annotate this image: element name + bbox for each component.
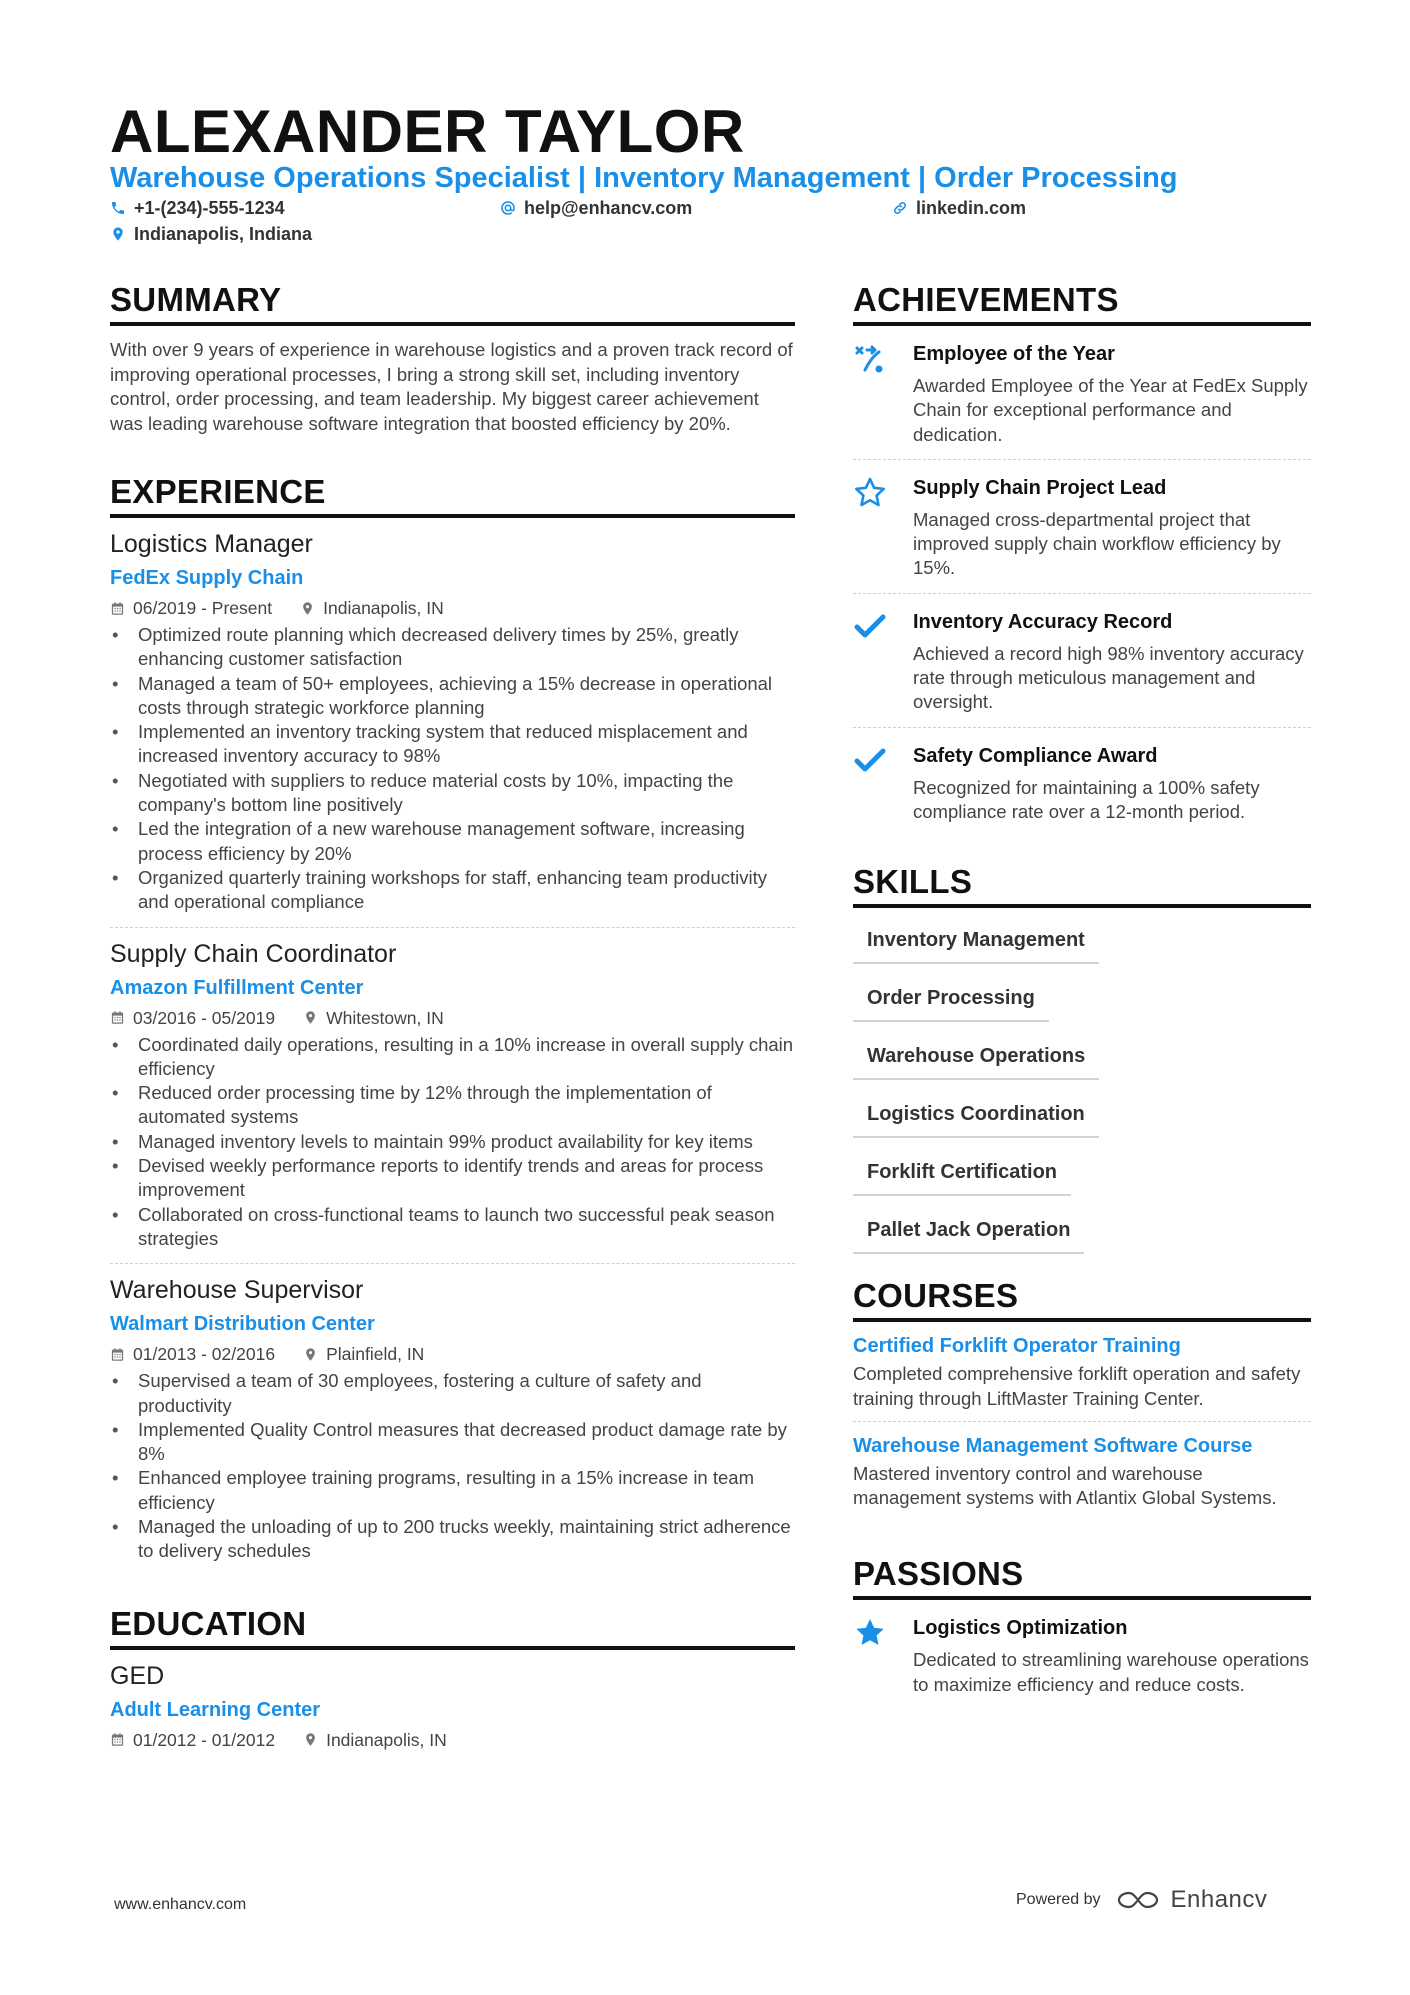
passion-item <box>853 1600 1311 1709</box>
passion-desc: Dedicated to streamlining warehouse operations to maximize efficiency and reduce costs. <box>913 1649 1309 1695</box>
job-dates: 06/2019 - Present <box>133 598 273 618</box>
job-entry <box>110 1264 795 1575</box>
calendar-icon <box>110 1010 125 1025</box>
achievement-title: Employee of the Year <box>913 343 1115 365</box>
enhancv-logo-icon <box>1115 1888 1161 1912</box>
job-location: Indianapolis, IN <box>323 598 444 618</box>
skills-section <box>853 862 1311 1254</box>
achievement-desc: Managed cross-departmental project that improved supply chain workflow efficiency by 15%. <box>913 508 1281 579</box>
at-icon <box>500 200 516 216</box>
course-title: Warehouse Management Software Course <box>853 1434 1253 1457</box>
summary-section <box>110 280 795 436</box>
candidate-name: ALEXANDER TAYLOR <box>110 98 745 165</box>
location-text: Indianapolis, Indiana <box>134 224 313 244</box>
website-text: linkedin.com <box>916 198 1027 218</box>
bullet-item: • Supervised a team of 30 employees, fostering a culture of safety and productivity <box>110 1369 795 1418</box>
job-bullets <box>110 1033 795 1252</box>
achievements-section <box>853 280 1311 836</box>
job-meta <box>110 1342 795 1366</box>
company-name: Amazon Fulfillment Center <box>110 976 364 999</box>
achievement-desc: Awarded Employee of the Year at FedEx Supply Chain for exceptional performance and dedication. <box>913 375 1308 445</box>
courses-section <box>853 1276 1311 1520</box>
skill-tag: Warehouse Operations <box>853 1038 1099 1080</box>
footer-website[interactable]: www.enhancv.com <box>114 1896 247 1913</box>
course-desc: Completed comprehensive forklift operation and safety training through LiftMaster Training Center. <box>853 1363 1301 1409</box>
star-filled-icon <box>853 1616 887 1650</box>
courses-heading: COURSES <box>853 1276 1311 1322</box>
bullet-item: • Reduced order processing time by 12% through the implementation of automated systems <box>110 1081 795 1130</box>
email-text: help@enhancv.com <box>524 198 693 218</box>
achievement-desc: Achieved a record high 98% inventory accuracy rate through meticulous management and oversight. <box>913 642 1304 713</box>
education-entry <box>110 1650 795 1764</box>
location-pin-icon <box>303 1732 318 1747</box>
star-outline-icon <box>853 476 887 510</box>
course-title: Certified Forklift Operator Training <box>853 1335 1181 1358</box>
phone-text: +1-(234)-555-1234 <box>134 198 285 218</box>
experience-section <box>110 472 795 1576</box>
route-icon <box>853 342 887 376</box>
job-title: Warehouse Supervisor <box>110 1276 364 1305</box>
bullet-item: • Implemented an inventory tracking system that reduced misplacement and increased inventory accuracy to 98% <box>110 720 795 769</box>
bullet-item: • Coordinated daily operations, resulting in a 10% increase in overall supply chain efficiency <box>110 1033 795 1082</box>
achievement-title: Inventory Accuracy Record <box>913 610 1173 633</box>
achievement-item <box>853 728 1311 837</box>
candidate-title: Warehouse Operations Specialist | Inventory Management | Order Processing <box>110 162 1178 194</box>
left-column <box>110 280 795 1764</box>
skill-tag: Inventory Management <box>853 922 1099 964</box>
contact-email[interactable] <box>500 196 692 220</box>
bullet-item: • Implemented Quality Control measures that decreased product damage rate by 8% <box>110 1418 795 1467</box>
job-dates: 03/2016 - 05/2019 <box>133 1007 276 1028</box>
contact-location <box>110 222 312 246</box>
checkmark-icon <box>853 744 887 778</box>
phone-icon <box>110 200 126 216</box>
skill-tag: Pallet Jack Operation <box>853 1212 1084 1254</box>
bullet-item: • Devised weekly performance reports to identify trends and areas for process improvement <box>110 1154 795 1203</box>
location-pin-icon <box>303 1010 318 1025</box>
education-heading: EDUCATION <box>110 1604 795 1650</box>
bullet-item: • Enhanced employee training programs, resulting in a 15% increase in team efficiency <box>110 1466 795 1515</box>
skill-tag: Logistics Coordination <box>853 1096 1099 1138</box>
brand-name: Enhancv <box>1170 1886 1268 1913</box>
bullet-item: • Managed the unloading of up to 200 trucks weekly, maintaining strict adherence to delivery schedules <box>110 1515 795 1564</box>
job-title: Supply Chain Coordinator <box>110 939 397 968</box>
achievement-desc: Recognized for maintaining a 100% safety compliance rate over a 12-month period. <box>913 776 1260 822</box>
school-name: Adult Learning Center <box>110 1698 321 1721</box>
experience-heading: EXPERIENCE <box>110 472 795 518</box>
brand-logo[interactable] <box>1115 1886 1268 1914</box>
bullet-item: • Collaborated on cross-functional teams to launch two successful peak season strategies <box>110 1203 795 1252</box>
degree-title: GED <box>110 1661 165 1690</box>
job-meta <box>110 596 795 620</box>
location-pin-icon <box>300 601 315 616</box>
bullet-item: • Led the integration of a new warehouse management software, increasing process efficiency by 20% <box>110 817 795 866</box>
bullet-item: • Managed a team of 50+ employees, achieving a 15% decrease in operational costs through strategic workforce planning <box>110 672 795 721</box>
achievement-title: Supply Chain Project Lead <box>913 476 1167 499</box>
location-pin-icon <box>110 226 126 242</box>
checkmark-icon <box>853 610 887 644</box>
course-item <box>853 1322 1311 1422</box>
achievement-item <box>853 326 1311 460</box>
job-dates: 01/2013 - 02/2016 <box>133 1344 276 1365</box>
course-desc: Mastered inventory control and warehouse management systems with Atlantix Global Systems. <box>853 1462 1277 1509</box>
skills-list <box>853 922 1311 1254</box>
link-icon <box>892 200 908 216</box>
bullet-item: • Managed inventory levels to maintain 99% product availability for key items <box>110 1130 795 1154</box>
skill-tag: Forklift Certification <box>853 1154 1071 1196</box>
job-meta <box>110 1006 795 1030</box>
job-bullets <box>110 1369 795 1563</box>
summary-heading: SUMMARY <box>110 280 795 326</box>
calendar-icon <box>110 1347 125 1362</box>
powered-by-text: Powered by <box>1016 1891 1101 1908</box>
job-entry <box>110 928 795 1265</box>
company-name: Walmart Distribution Center <box>110 1313 375 1336</box>
job-title: Logistics Manager <box>110 530 313 558</box>
skill-tag: Order Processing <box>853 980 1049 1022</box>
contact-phone <box>110 196 285 220</box>
contact-website[interactable] <box>892 196 1026 220</box>
achievements-heading: ACHIEVEMENTS <box>853 280 1311 326</box>
location-pin-icon <box>303 1347 318 1362</box>
education-meta <box>110 1728 795 1752</box>
job-entry <box>110 518 795 928</box>
job-location: Plainfield, IN <box>326 1344 425 1365</box>
bullet-item: • Organized quarterly training workshops for staff, enhancing team productivity and operational compliance <box>110 866 795 915</box>
skills-heading: SKILLS <box>853 862 1311 908</box>
footer-branding <box>1016 1886 1267 1914</box>
achievement-title: Safety Compliance Award <box>913 744 1158 767</box>
passions-heading: PASSIONS <box>853 1554 1311 1600</box>
achievement-item <box>853 594 1311 728</box>
achievement-item <box>853 460 1311 594</box>
job-bullets <box>110 623 795 915</box>
education-location: Indianapolis, IN <box>326 1729 447 1750</box>
calendar-icon <box>110 1732 125 1747</box>
course-item <box>853 1422 1311 1521</box>
passions-section <box>853 1554 1311 1709</box>
right-column <box>853 280 1311 1709</box>
bullet-item: • Negotiated with suppliers to reduce material costs by 10%, impacting the company's bottom line positively <box>110 769 795 818</box>
education-section <box>110 1604 795 1764</box>
job-location: Whitestown, IN <box>326 1007 444 1028</box>
education-dates: 01/2012 - 01/2012 <box>133 1729 276 1750</box>
passion-title: Logistics Optimization <box>913 1617 1128 1640</box>
company-name: FedEx Supply Chain <box>110 567 304 589</box>
summary-text: With over 9 years of experience in warehouse logistics and a proven track record of improving operational processes, I bring a strong skill set, including inventory control, order processing, and team leadership. My biggest career achievement was leading warehouse software integration that boosted efficiency by 20%. <box>110 339 793 434</box>
calendar-icon <box>110 601 125 616</box>
bullet-item: • Optimized route planning which decreased delivery times by 25%, greatly enhancing customer satisfaction <box>110 623 795 672</box>
